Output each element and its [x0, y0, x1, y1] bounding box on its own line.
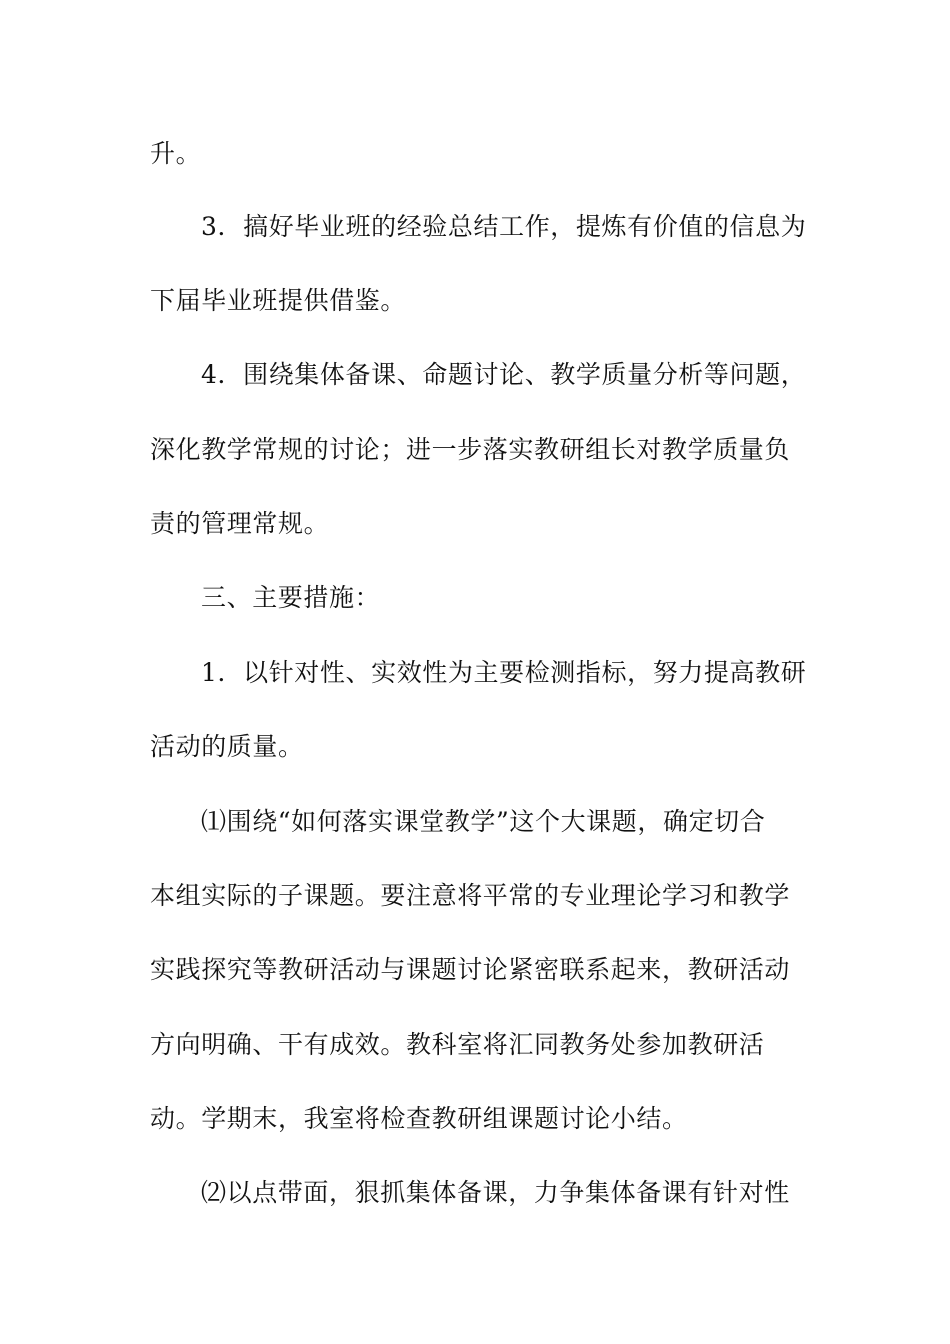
text-line-14: 动。学期末，我室将检查教研组课题讨论小结。	[150, 1104, 688, 1133]
text-line-4: 4．围绕集体备课、命题讨论、教学质量分析等问题，	[201, 360, 807, 389]
section-heading-main-measures: 三、主要措施：	[201, 583, 381, 612]
text-line-8: 1．以针对性、实效性为主要检测指标，努力提高教研	[201, 658, 807, 687]
text-line-5: 深化教学常规的讨论；进一步落实教研组长对教学质量负	[150, 435, 791, 464]
text-line-10: ⑴围绕“如何落实课堂教学”这个大课题，确定切合	[201, 807, 766, 836]
text-line-3: 下届毕业班提供借鉴。	[150, 286, 407, 315]
text-line-12: 实践探究等教研活动与课题讨论紧密联系起来，教研活动	[150, 955, 791, 984]
text-line-11: 本组实际的子课题。要注意将平常的专业理论学习和教学	[150, 881, 791, 910]
text-line-9: 活动的质量。	[150, 732, 304, 761]
text-line-13: 方向明确、干有成效。教科室将汇同教务处参加教研活	[150, 1030, 765, 1059]
text-line-6: 责的管理常规。	[150, 509, 330, 538]
text-line-15: ⑵以点带面，狠抓集体备课，力争集体备课有针对性	[201, 1178, 790, 1207]
text-line-1: 升。	[150, 139, 202, 168]
text-line-2: 3．搞好毕业班的经验总结工作，提炼有价值的信息为	[201, 212, 807, 241]
